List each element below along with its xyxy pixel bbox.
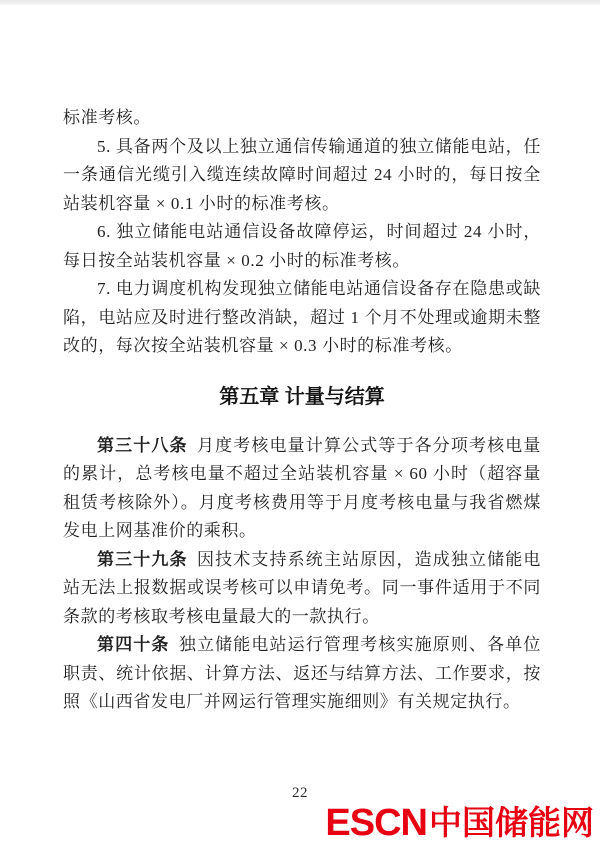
paragraph-item-6: 6. 独立储能电站通信设备故障停运，时间超过 24 小时，每日按全站装机容量 × 0.2 小时的标准考核。 [63, 222, 541, 270]
logo-cjk-text: 中国储能网 [429, 804, 594, 841]
article-39-number: 第三十九条 [97, 549, 188, 569]
article-40-text: 独立储能电站运行管理考核实施原则、各单位职责、统计依据、计算方法、返还与结算方法、工作要求，按照《山西省发电厂并网运行管理实施细则》有关规定执行。 [63, 635, 541, 711]
chapter-heading: 第五章 计量与结算 [219, 385, 385, 408]
article-38 [63, 432, 541, 546]
article-38-number: 第三十八条 [97, 435, 188, 455]
escn-logo [325, 803, 594, 843]
paragraph-item-7: 7. 电力调度机构发现独立储能电站通信设备存在隐患或缺陷，电站应及时进行整改消缺，超过 1 个月不处理或逾期未整改的，每次按全站装机容量 × 0.3 小时的标准考核。 [63, 279, 541, 355]
scan-artifact-top [0, 0, 600, 5]
paragraph-item-5: 5. 具备两个及以上独立通信传输通道的独立储能电站，任一条通信光缆引入缆连续故障时间超过 24 小时的，每日按全站装机容量 × 0.1 小时的标准考核。 [63, 136, 541, 213]
logo-latin-text: ESCN [325, 802, 427, 844]
article-40 [63, 631, 541, 717]
page-number: 22 [292, 785, 308, 801]
paragraph-continuation: 标准考核。 [63, 108, 151, 127]
article-38-text: 月度考核电量计算公式等于各分项考核电量的累计，总考核电量不超过全站装机容量 × 60 小时（超容量租赁考核除外）。月度考核费用等于月度考核电量与我省燃煤发电上网基准价的乘积。 [63, 435, 542, 540]
article-40-number: 第四十条 [97, 635, 170, 654]
article-39-text: 因技术支持系统主站原因，造成独立储能电站无法上报数据或误考核可以申请免考。同一事件适用于不同条款的考核取考核电量最大的一款执行。 [63, 549, 542, 626]
document-body [63, 104, 541, 717]
article-39 [63, 546, 541, 632]
